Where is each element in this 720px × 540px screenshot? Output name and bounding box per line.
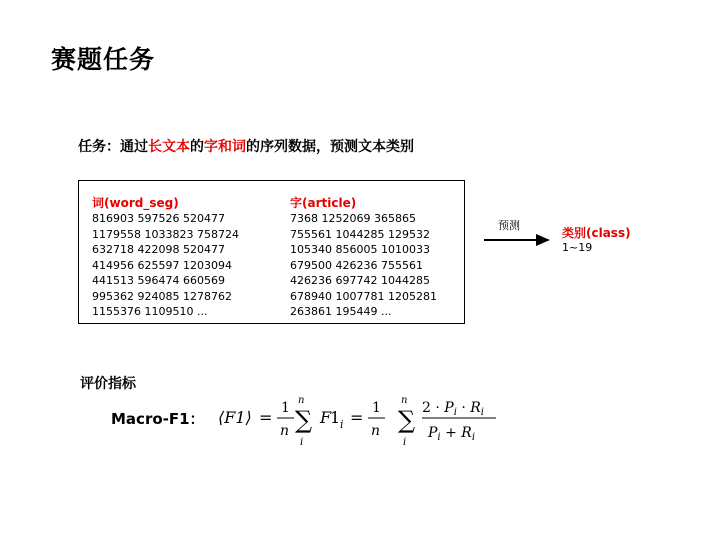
svg-text:2 · Pi · Ri: $2 \cdot P_i \cdot R_i$ <box>422 400 484 418</box>
article-row: 755561 1044285 129532 <box>290 227 430 241</box>
svg-text:=: = <box>259 408 273 427</box>
svg-text:Pi + Ri: $P_i + R_i$ <box>428 425 476 443</box>
class-output <box>562 225 631 255</box>
svg-text:n: n <box>371 423 381 439</box>
task-segment: 的序列数据，预测文本类别 <box>246 139 414 155</box>
task-segment: 的 <box>190 139 204 155</box>
svg-text:∑: ∑ <box>295 406 313 434</box>
article-row: 679500 426236 755561 <box>290 258 423 272</box>
article-row: 426236 697742 1044285 <box>290 274 430 287</box>
svg-text:i: i <box>403 437 407 448</box>
svg-text:⟨F1⟩: ⟨F1⟩ <box>218 408 252 427</box>
task-segment-highlight: 长文本 <box>148 139 190 155</box>
macro-f1-formula <box>214 390 514 450</box>
class-range: 1~19 <box>562 241 593 254</box>
svg-text:F: F <box>320 408 332 427</box>
svg-text:n: n <box>280 423 290 439</box>
slide-title: 赛题任务 <box>51 45 156 74</box>
svg-text:n: n <box>401 395 408 406</box>
article-column <box>290 195 437 320</box>
word-seg-row: 995362 924085 1278762 <box>92 289 232 303</box>
task-segment-highlight: 字和词 <box>204 139 246 155</box>
article-row: 105340 856005 1010033 <box>290 243 430 256</box>
metric-name: Macro-F1： <box>111 410 205 428</box>
word-seg-row: 632718 422098 520477 <box>92 243 225 256</box>
predict-label: 预测 <box>498 219 520 232</box>
word-seg-header: 词(word_seg) <box>92 196 179 210</box>
svg-text:=: = <box>350 408 364 427</box>
article-header: 字(article) <box>290 196 357 210</box>
svg-text:n: n <box>298 395 305 406</box>
word-seg-row: 414956 625597 1203094 <box>92 258 232 272</box>
task-description <box>78 136 414 156</box>
word-seg-row: 441513 596474 660569 <box>92 274 225 287</box>
word-seg-row: 816903 597526 520477 <box>92 212 225 225</box>
svg-text:1: 1 <box>330 408 341 427</box>
right-arrow-icon <box>484 232 550 248</box>
class-label: 类别(class) <box>562 226 631 240</box>
svg-text:i: i <box>340 418 344 431</box>
svg-text:∑: ∑ <box>398 406 416 434</box>
word-seg-row: 1179558 1033823 758724 <box>92 227 239 241</box>
word-seg-row: 1155376 1109510 ... <box>92 305 208 318</box>
svg-text:i: i <box>300 437 304 448</box>
svg-text:1: 1 <box>281 400 290 416</box>
article-row: 263861 195449 ... <box>290 305 392 318</box>
data-sample-box <box>78 180 465 324</box>
task-segment: 任务：通过 <box>78 139 148 155</box>
article-row: 7368 1252069 365865 <box>290 212 416 225</box>
article-row: 678940 1007781 1205281 <box>290 289 437 303</box>
svg-text:1: 1 <box>372 400 381 416</box>
metric-heading: 评价指标 <box>80 376 136 392</box>
word-seg-column <box>92 195 239 320</box>
